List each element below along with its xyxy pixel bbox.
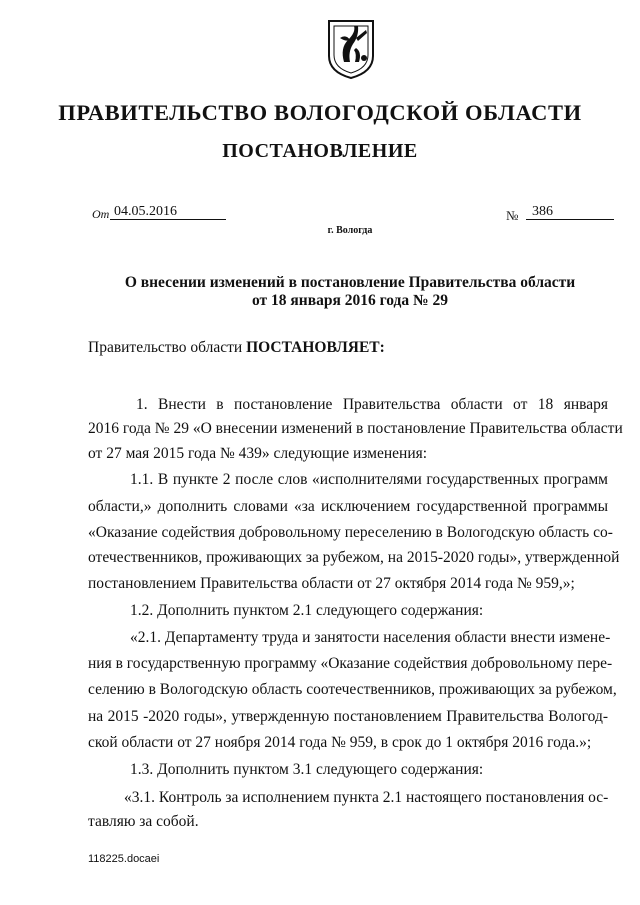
subject-line-2: от 18 января 2016 года № 29 [252, 292, 448, 309]
government-title: ПРАВИТЕЛЬСТВО ВОЛОГОДСКОЙ ОБЛАСТИ [58, 100, 582, 125]
body-line: селению в Вологодскую область соотечественников, проживающих за рубежом, [88, 681, 617, 698]
document-type: ПОСТАНОВЛЕНИЕ [222, 140, 418, 162]
date-label: От [92, 207, 110, 221]
body-line: области,» дополнить словами «за исключением государственной программы [88, 498, 608, 515]
body-line: «2.1. Департаменту труда и занятости населения области внести измене- [130, 629, 611, 646]
body-line: 1.2. Дополнить пунктом 2.1 следующего содержания: [130, 602, 484, 619]
body-line: от 27 мая 2015 года № 439» следующие изменения: [88, 445, 428, 462]
body-line: 2016 года № 29 «О внесении изменений в постановление Правительства области [88, 420, 623, 437]
body-line: тавляю за собой. [88, 813, 199, 830]
document-number: 386 [526, 204, 614, 220]
document-date: 04.05.2016 [110, 204, 226, 220]
preamble [88, 339, 385, 357]
body-line: «Оказание содействия добровольному переселению в Вологодскую область со- [88, 524, 613, 541]
coat-of-arms-icon [326, 18, 376, 80]
body-line: 1.1. В пункте 2 после слов «исполнителями государственных программ [130, 471, 608, 488]
preamble-text: Правительство области [88, 339, 247, 356]
body-line: отечественников, проживающих за рубежом, на 2015-2020 годы», утвержденной [88, 549, 620, 566]
body-line: постановлением Правительства области от 27 октября 2014 года № 959,»; [88, 575, 575, 592]
city: г. Вологда [327, 225, 373, 236]
number-label: № [506, 208, 519, 223]
preamble-decree: ПОСТАНОВЛЯЕТ: [246, 339, 385, 356]
body-line: «3.1. Контроль за исполнением пункта 2.1 настоящего постановления ос- [124, 789, 609, 806]
file-reference: 118225.docaei [88, 853, 160, 865]
body-line: ния в государственную программу «Оказание содействия добровольному пере- [88, 655, 613, 672]
body-line: ской области от 27 ноября 2014 года № 959, в срок до 1 октября 2016 года.»; [88, 734, 592, 751]
subject-line-1: О внесении изменений в постановление Правительства области [124, 274, 576, 291]
body-line: на 2015 -2020 годы», утвержденную постановлением Правительства Вологод- [88, 708, 608, 725]
body-line: 1. Внести в постановление Правительства области от 18 января [136, 396, 608, 413]
body-line: 1.3. Дополнить пунктом 3.1 следующего содержания: [130, 761, 484, 778]
